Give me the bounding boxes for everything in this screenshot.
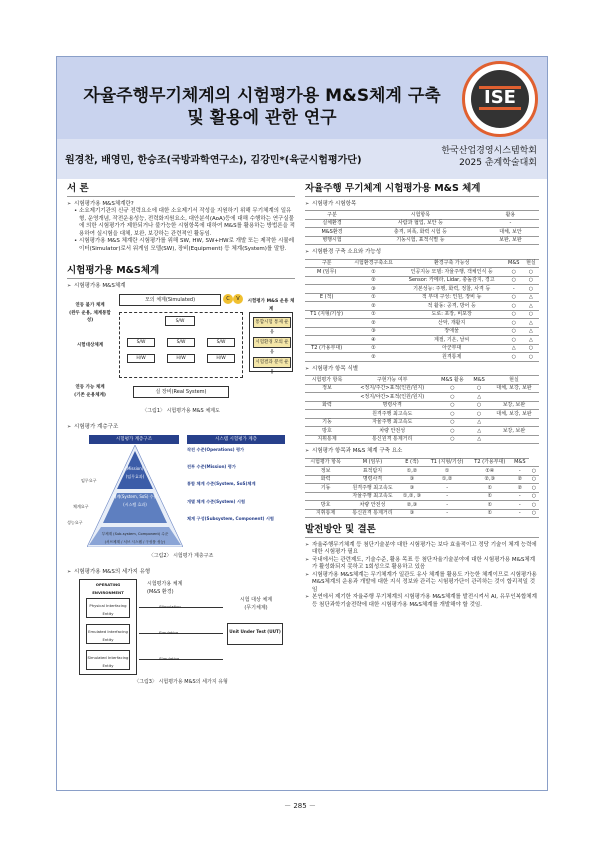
table-cell: ③: [348, 285, 398, 294]
table-cell: ①: [348, 310, 398, 319]
fig3-physical: Physical Interfacing Entity: [86, 598, 130, 618]
fig3-simulated: Simulated Interfacing Entity: [86, 650, 130, 670]
table-cell: 대체, 보강, 보완: [489, 384, 539, 393]
table-header-cell: 시험평가 항목: [305, 458, 346, 467]
right-bullet-4: ➢ 시험평가 항목과 M&S 체계 구축 요소: [305, 448, 539, 456]
table-cell: ①: [469, 484, 511, 493]
fig2-system-level: 체계(System, SoS) 수준 (시스템 효과): [112, 494, 158, 507]
table-cell: △: [523, 336, 539, 345]
table-cell: 적 부대 구성: 인원, 장비 등: [399, 293, 505, 302]
table-row: [305, 384, 539, 393]
fig1-c-icon: C: [223, 294, 233, 304]
table-row: [305, 393, 539, 402]
table-cell: ②: [348, 276, 398, 285]
table-cell: E (적): [305, 293, 348, 302]
society-logo: [462, 61, 538, 137]
table-header-cell: 구분: [305, 259, 348, 268]
table-header-cell: 시험항목: [359, 211, 482, 220]
table-header-row: [305, 458, 539, 467]
intro-heading: 서 론: [67, 185, 295, 197]
table-cell: ○: [505, 302, 523, 311]
intro-sub-2: • 시험평가용 M&S 체계란 시험평가를 위해 SW, HW, SW+HW로 개발 또는 제작한 시뮬레이터(Simulator)로서 워게임 모델(SW), 장비(Equipment) 등 체계(System)를 말함.: [67, 238, 295, 253]
table-cell: T2 (가용부대): [305, 344, 348, 353]
table-cell: ○: [505, 268, 523, 277]
fig1-label-top: 연동 불가 체계 (완두 운용, 체계통합성): [69, 303, 111, 323]
table-cell: ①,②, ③: [399, 492, 425, 501]
table-cell: -: [425, 509, 469, 518]
intro-bullet: ➢ 시험평가용 M&S체계란?: [67, 201, 295, 209]
table-header-cell: E (적): [399, 458, 425, 467]
table-cell: ○: [529, 509, 539, 518]
table-row: [305, 401, 539, 410]
table-test-identification: [305, 375, 539, 444]
fig3-line-3: [139, 659, 223, 660]
fig1-sw-1: S/W: [127, 338, 155, 347]
table-cell: ○: [523, 310, 539, 319]
figure-1: [67, 292, 295, 408]
fig1-v-icon: V: [233, 294, 243, 304]
table-test-items: [305, 210, 539, 245]
table-cell: 자율주행 최고속도: [349, 418, 435, 427]
table-cell: ②,③: [399, 501, 425, 510]
table-ms-elements: [305, 458, 539, 519]
fig3-env-frame: [79, 579, 137, 675]
table-cell: Sensor: 카메라, Lidar, 충돌감지, 경고: [399, 276, 505, 285]
fig3-caption: 〈그림3〉 시험평가용 M&S의 세가지 유형: [134, 679, 228, 685]
fig3-line-2: [139, 633, 223, 634]
table-cell: ③: [348, 327, 398, 336]
fig1-hw-2: H/W: [167, 354, 195, 363]
table-cell: 자율주행 최고속도: [346, 492, 399, 501]
table-row: [305, 475, 539, 484]
fig2-level-1: 작전 수준(Operations) 평가: [187, 447, 245, 452]
table-header-cell: M (임무): [346, 458, 399, 467]
table-cell: [305, 353, 348, 362]
table-cell: ○: [523, 285, 539, 294]
table-cell: △: [469, 435, 489, 444]
fig2-sub-level: 부체계 (Sub-system, Component) 수준 (서브체계 / 서브 시스템 / 구성품 성능): [101, 532, 169, 544]
title-line-1: 자율주행무기체계의 시험평가용 M&S체계 구축: [83, 86, 441, 106]
table-cell: ③: [399, 484, 425, 493]
table-header-cell: T2 (가용부대): [469, 458, 511, 467]
table-cell: [305, 319, 348, 328]
table-cell: [305, 410, 349, 419]
table-cell: -: [425, 501, 469, 510]
table-cell: 화력: [305, 475, 346, 484]
table-cell: ①: [469, 501, 511, 510]
table-cell: 차량 안전성: [346, 501, 399, 510]
table-header-cell: M&S 활용: [435, 376, 469, 385]
table-header-cell: 구분: [305, 211, 359, 220]
fig2-perf-req: 성능요구: [67, 520, 83, 525]
fig3-env-title: OPERATING ENVIRONMENT: [92, 582, 124, 595]
fig3-emulation: Emulation: [159, 630, 179, 635]
table-cell: 방호: [305, 427, 349, 436]
fig3-uut-box: Unit Under Test (UUT): [227, 623, 283, 645]
figure-2: [67, 435, 295, 553]
fig1-ops-2: 시험환경 모의 운용: [253, 337, 291, 348]
table-cell: [489, 435, 539, 444]
author-list: 원경찬, 배영민, 한승조(국방과학연구소), 김강민*(육군시험평가단): [65, 155, 362, 166]
table-cell: <정지/야간>표적(인원/원지): [349, 393, 435, 402]
table-cell: ○: [523, 268, 539, 277]
fig1-ops-3: 시험결과 분석 운용: [253, 357, 291, 368]
left-column: [67, 185, 295, 687]
table-cell: ○: [435, 410, 469, 419]
table-row: [305, 327, 539, 336]
fig3-stimulation: Stimulation: [159, 604, 181, 609]
table-cell: [489, 393, 539, 402]
table-cell: -: [505, 285, 523, 294]
table-cell: ○: [529, 475, 539, 484]
table-cell: △: [523, 319, 539, 328]
table-row: [305, 236, 539, 245]
fig1-hw-1: H/W: [127, 354, 155, 363]
table-cell: 보완, 보완: [482, 236, 539, 245]
table-cell: 대체, 보강, 보완: [489, 410, 539, 419]
right-bullet-3: ➢ 시험평가 항목 식별: [305, 366, 539, 374]
table-cell: ○: [435, 384, 469, 393]
table-cell: ②: [348, 319, 398, 328]
table-cell: 명령사격: [346, 475, 399, 484]
table-header-cell: T1 (지형/기상): [425, 458, 469, 467]
table-cell: ○: [529, 484, 539, 493]
table-cell: ○: [469, 401, 489, 410]
table-cell: ②: [348, 302, 398, 311]
table-cell: ①: [469, 509, 511, 518]
fig3-ms-label: 시험평가용 체계 (M&S 환경): [147, 581, 183, 595]
fig1-sw-top: S/W: [165, 316, 195, 326]
table-cell: 원격주행 최고속도: [349, 410, 435, 419]
table-cell: [305, 327, 348, 336]
ms-bullet-1: ➢ 시험평가용 M&S체계: [67, 283, 295, 291]
table-cell: -: [511, 492, 529, 501]
table-cell: ③: [399, 509, 425, 518]
right-bullet-2: ➢ 시험환경 구축 소요와 가능성: [305, 249, 539, 257]
table-row: [305, 467, 539, 476]
fig2-right-title: 시스템 시험평가 계층: [187, 435, 285, 444]
table-cell: ○: [505, 293, 523, 302]
fig3-uut-label: 시험 대상 체계 (무기체계): [239, 597, 273, 611]
fig2-mission-level: 전투(Mission) 수준 (임무효과): [117, 466, 153, 479]
table-cell: ②: [348, 353, 398, 362]
table-cell: ①,②: [399, 467, 425, 476]
fig2-mission-req: 임무요구: [81, 478, 97, 483]
table-cell: ○: [435, 401, 469, 410]
fig1-side-panel: [249, 312, 293, 375]
table-row: [305, 484, 539, 493]
table-cell: 기동: [305, 418, 349, 427]
fig1-sw-2: S/W: [167, 338, 195, 347]
table-cell: 기동: [305, 484, 346, 493]
table-cell: 지휘통제: [305, 435, 349, 444]
table-row: [305, 268, 539, 277]
fig2-level-4: 개별 체계 수준(System) 시험: [187, 498, 246, 504]
table-cell: -: [511, 501, 529, 510]
table-cell: 기동시험, 표적식별 등: [359, 236, 482, 245]
table-header-row: [305, 259, 539, 268]
table-row: [305, 353, 539, 362]
table-cell: 인공지능 모델: 자율주행, 객체인식 등: [399, 268, 505, 277]
fig1-real-system: 실 장비(Real System): [133, 386, 229, 398]
table-cell: △: [469, 393, 489, 402]
table-cell: 병행시험: [305, 236, 359, 245]
fig3-emulated: Emulated Interfacing Entity: [86, 624, 130, 644]
table-row: [305, 435, 539, 444]
conclusion-2: ➢ 국내에서는 관련제도, 기술수준, 활용 목표 등 첨단자율기술분야에 대한 시험평가용 M&S체계가 활성화되지 못하고 1회성으로 활용하고 있음: [305, 557, 539, 572]
fig2-level-2: 전투 수준(Mission) 평가: [187, 464, 236, 470]
table-cell: ①: [348, 268, 398, 277]
table-cell: ③: [399, 475, 425, 484]
table-cell: ①④: [469, 467, 511, 476]
table-cell: 정보: [305, 467, 346, 476]
table-cell: △: [505, 344, 523, 353]
title-line-2: 및 활용에 관한 연구: [187, 108, 337, 128]
table-cell: -: [425, 484, 469, 493]
fig2-caption: 〈그림2〉 시험평가 계층구조: [148, 553, 214, 559]
conference-info: [441, 145, 537, 169]
fig2-system-req: 체계요구: [73, 504, 89, 509]
table-cell: 산악, 개활지: [399, 319, 505, 328]
table-cell: 원격주행 최고속도: [346, 484, 399, 493]
ms-heading: 시험평가용 M&S체계: [67, 267, 295, 279]
conclusion-1: ➢ 자율주행무기체계 등 첨단기술분야 대한 시험평가는 보다 효율적이고 정당 기술이 체계 능력에 대한 시험평가 필요: [305, 542, 539, 557]
table-row: [305, 285, 539, 294]
table-cell: ○: [435, 435, 469, 444]
table-header-cell: 현실: [489, 376, 539, 385]
table-cell: -: [425, 492, 469, 501]
table-cell: M (임무): [305, 268, 348, 277]
table-env-requirements: [305, 259, 539, 362]
fig1-label-mid: 시험대상체계: [76, 343, 104, 348]
table-cell: [305, 302, 348, 311]
fig2-left-title: 시험평가 계층구조: [89, 435, 179, 444]
right-column: [305, 185, 539, 609]
table-cell: 화력: [305, 401, 349, 410]
table-cell: 보강, 보완: [489, 427, 539, 436]
table-cell: △: [523, 327, 539, 336]
table-cell: 적 활동: 공격, 방어 등: [399, 302, 505, 311]
table-cell: 대체, 보안: [482, 228, 539, 237]
table-cell: [305, 336, 348, 345]
table-cell: ①: [425, 467, 469, 476]
table-cell: △: [469, 427, 489, 436]
table-cell: ○: [435, 418, 469, 427]
table-header-cell: M&S: [505, 259, 523, 268]
fig1-label-bot: 연동 가능 체계 (기존 운용체계): [74, 385, 106, 398]
intro-sub-1: • 소요제기기관의 신규 전력요소에 대한 소요제기서 작성을 지원하기 위해 무기체계의 일유형, 운영개념, 작전운용성능, 전력화지원요소, 대안분석(AoA)등에 대해 수행하는 연구실물에 의한 시험평가가 제한되거나 불가능한 시험항목에 대하여 M&S를 활용하는 방법론을 적용하여 실시험을 대체, 보완, 보강하는 관련적인 활동임.: [67, 208, 295, 238]
table-cell: ①: [469, 492, 511, 501]
table-cell: 도로: 포장, 비포장: [399, 310, 505, 319]
fig1-caption: 〈그림1〉 시험평가용 M&S 체계도: [142, 408, 220, 414]
fig1-hw-3: H/W: [207, 354, 235, 363]
table-cell: 방호: [305, 501, 346, 510]
table-cell: ○: [505, 310, 523, 319]
table-cell: ④: [348, 336, 398, 345]
table-cell: ②,③: [469, 475, 511, 484]
table-cell: ○: [529, 492, 539, 501]
conclusion-4: ➢ 본연에서 제기한 자율주행 무기체계의 시험평가용 M&S체계를 발전시켜서 AI, 유무인복합체계 등 첨단과학기술전략에 대한 시험평가용 M&S체계를 개발해야 할 것임.: [305, 594, 539, 609]
table-cell: ○: [523, 344, 539, 353]
paper-title: [67, 85, 457, 129]
table-cell: ○: [505, 319, 523, 328]
table-header-cell: 시험평가 항목: [305, 376, 349, 385]
table-cell: ○: [523, 353, 539, 362]
table-header-cell: 시험환경구축소요: [348, 259, 398, 268]
table-row: [305, 276, 539, 285]
table-cell: ○: [435, 427, 469, 436]
ms-bullet-2: ➢ 시험평가 계층구조: [67, 424, 295, 432]
conclusion-heading: 발전방안 및 결론: [305, 526, 539, 538]
table-cell: △: [523, 293, 539, 302]
table-row: [305, 427, 539, 436]
table-row: [305, 228, 539, 237]
table-cell: M&S환경: [305, 228, 359, 237]
table-cell: ②: [511, 475, 529, 484]
figure-3: [67, 579, 295, 679]
table-cell: ②: [511, 484, 529, 493]
table-row: [305, 501, 539, 510]
table-cell: <정지/주간>표적(인원/원지): [349, 384, 435, 393]
table-cell: △: [469, 418, 489, 427]
table-cell: 차량 안전성: [349, 427, 435, 436]
table-cell: 사람과 협업, 보안 등: [359, 219, 482, 228]
table-cell: 통신원격 통제거리: [346, 509, 399, 518]
table-cell: 통신원격 통제거리: [349, 435, 435, 444]
table-row: [305, 293, 539, 302]
table-cell: ①: [348, 344, 398, 353]
fig1-side-title: 시험평가 M&S 운용 체계: [247, 299, 295, 312]
table-header-cell: 현실: [523, 259, 539, 268]
table-cell: ○: [505, 276, 523, 285]
table-row: [305, 219, 539, 228]
table-row: [305, 302, 539, 311]
table-cell: T1 (지형/기상): [305, 310, 348, 319]
table-cell: 실체환경: [305, 219, 359, 228]
table-cell: 원격통제: [399, 353, 505, 362]
right-heading: 자율주행 무기체계 시험평가용 M&S 체계: [305, 185, 539, 197]
table-cell: ○: [469, 384, 489, 393]
table-cell: 아군부대: [399, 344, 505, 353]
table-cell: [305, 285, 348, 294]
table-cell: [305, 492, 346, 501]
table-header-cell: 구현가능 여부: [349, 376, 435, 385]
table-row: [305, 344, 539, 353]
conference-name: 2025 춘계학술대회: [459, 158, 537, 168]
page-number: － 285 －: [284, 802, 316, 810]
table-cell: 충격, 피폭, 화력 시험 등: [359, 228, 482, 237]
table-header-cell: M&S: [469, 376, 489, 385]
right-bullet-1: ➢ 시험평가 시험항목: [305, 201, 539, 209]
table-cell: 기본성능: 주행, 화력, 정찰, 사격 등: [399, 285, 505, 294]
table-cell: [305, 393, 349, 402]
table-header-cell: 환경구축 가능성: [399, 259, 505, 268]
author-bar: [57, 139, 547, 179]
table-cell: [489, 418, 539, 427]
table-cell: 표적탐지: [346, 467, 399, 476]
table-cell: -: [482, 219, 539, 228]
poster-header: [57, 57, 547, 139]
table-row: [305, 310, 539, 319]
table-cell: ○: [505, 327, 523, 336]
table-row: [305, 492, 539, 501]
table-row: [305, 509, 539, 518]
fig3-simulation: Simulation: [159, 656, 180, 661]
table-header-cell: M&S: [511, 458, 529, 467]
table-cell: 지휘통제: [305, 509, 346, 518]
table-header-cell: 활용: [482, 211, 539, 220]
table-cell: ○: [505, 353, 523, 362]
table-row: [305, 336, 539, 345]
table-cell: 명령사격: [349, 401, 435, 410]
fig2-level-5: 체계 구성(Subsystem, Component) 시험: [187, 515, 274, 521]
table-cell: ①,②: [425, 475, 469, 484]
poster: [56, 56, 548, 791]
conclusion-3: ➢ 시험평가용 M&S체계는 무기체계가 일관도 유사 체계를 활용도 가능한 체계이므로 시험평가용 M&S체계의 운용과 개발에 대한 지식 정보와 관리는 시험평가단이 관리하는 것이 합리적일 것임: [305, 572, 539, 595]
fig1-sw-3: S/W: [207, 338, 235, 347]
fig1-simulated-box: 모의 체계(Simulated): [119, 294, 221, 306]
table-cell: △: [523, 302, 539, 311]
table-row: [305, 418, 539, 427]
table-header-row: [305, 211, 539, 220]
table-cell: 장애물: [399, 327, 505, 336]
table-cell: ①: [348, 293, 398, 302]
table-cell: ○: [505, 336, 523, 345]
table-cell: ○: [435, 393, 469, 402]
table-cell: -: [511, 509, 529, 518]
table-cell: [305, 276, 348, 285]
conference-society: 한국산업경영시스템학회: [441, 146, 537, 156]
table-row: [305, 319, 539, 328]
table-header-row: [305, 376, 539, 385]
ms-bullet-3: ➢ 시험평가용 M&S의 세가지 유형: [67, 569, 295, 577]
table-cell: ○: [529, 501, 539, 510]
table-cell: ○: [523, 276, 539, 285]
table-cell: ○: [469, 410, 489, 419]
table-cell: 보강, 보완: [489, 401, 539, 410]
fig2-level-3: 통합 체계 수준(System, SoS)체계: [187, 481, 256, 487]
fig2-right-list: [187, 447, 285, 521]
table-row: [305, 410, 539, 419]
table-cell: -: [511, 467, 529, 476]
table-cell: 정보: [305, 384, 349, 393]
fig3-line-1: [139, 607, 223, 608]
table-cell: 계절, 기온, 날씨: [399, 336, 505, 345]
logo-text: ISE: [479, 86, 521, 110]
fig1-ops-1: 통합시험 통제 운용: [253, 317, 291, 328]
table-cell: ○: [529, 467, 539, 476]
